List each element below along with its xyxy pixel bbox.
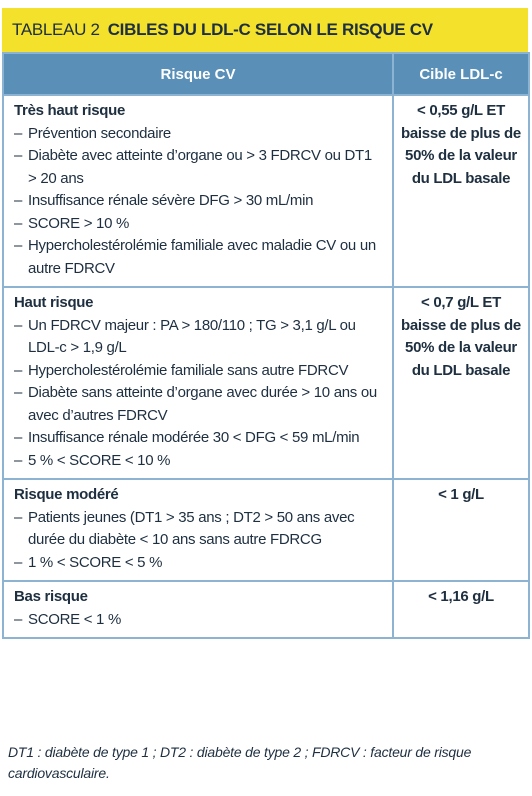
table-title: CIBLES DU LDL-C SELON LE RISQUE CV xyxy=(107,20,433,39)
table-row xyxy=(3,95,529,287)
target-cell: < 1 g/L xyxy=(393,479,529,581)
table-number-label: TABLEAU 2 xyxy=(12,20,100,39)
criteria-item: – 1 % < SCORE < 5 % xyxy=(14,552,384,575)
criteria-item: – Diabète avec atteinte d’organe ou > 3 FDRCV ou DT1 > 20 ans xyxy=(14,145,384,190)
criteria-item: – Diabète sans atteinte d’organe avec durée > 10 ans ou avec d’autres FDRCV xyxy=(14,382,384,427)
criteria-item: – Insuffisance rénale modérée 30 < DFG < 59 mL/min xyxy=(14,427,384,450)
risk-cell xyxy=(3,581,393,638)
criteria-list xyxy=(14,507,384,575)
target-cell: < 0,55 g/L ET baisse de plus de 50% de la valeur du LDL basale xyxy=(393,95,529,287)
risk-level-title: Très haut risque xyxy=(14,102,126,119)
criteria-item: – Prévention secondaire xyxy=(14,123,384,146)
criteria-item: – SCORE < 1 % xyxy=(14,609,384,632)
risk-level-title: Haut risque xyxy=(14,294,94,311)
ldl-target-table xyxy=(2,52,530,639)
target-cell: < 0,7 g/L ET baisse de plus de 50% de la valeur du LDL basale xyxy=(393,287,529,479)
table-row xyxy=(3,479,529,581)
criteria-list xyxy=(14,123,384,281)
table-title-bar xyxy=(2,8,528,52)
table-footnote: DT1 : diabète de type 1 ; DT2 : diabète de type 2 ; FDRCV : facteur de risque cardiovasculaire. xyxy=(8,744,472,781)
column-header-risk: Risque CV xyxy=(3,53,393,95)
table-header-row xyxy=(3,53,529,95)
table-row xyxy=(3,581,529,638)
criteria-item: – SCORE > 10 % xyxy=(14,213,384,236)
criteria-item: – Patients jeunes (DT1 > 35 ans ; DT2 > 50 ans avec durée du diabète < 10 ans sans autre FDRCG xyxy=(14,507,384,552)
criteria-item: – Un FDRCV majeur : PA > 180/110 ; TG > 3,1 g/L ou LDL-c > 1,9 g/L xyxy=(14,315,384,360)
criteria-item: – 5 % < SCORE < 10 % xyxy=(14,450,384,473)
table-row xyxy=(3,287,529,479)
target-cell: < 1,16 g/L xyxy=(393,581,529,638)
risk-cell xyxy=(3,479,393,581)
risk-level-title: Risque modéré xyxy=(14,486,119,503)
column-header-target: Cible LDL-c xyxy=(393,53,529,95)
criteria-item: – Hypercholestérolémie familiale sans autre FDRCV xyxy=(14,360,384,383)
criteria-list xyxy=(14,315,384,473)
risk-level-title: Bas risque xyxy=(14,588,88,605)
criteria-item: – Hypercholestérolémie familiale avec maladie CV ou un autre FDRCV xyxy=(14,235,384,280)
criteria-item: – Insuffisance rénale sévère DFG > 30 mL/min xyxy=(14,190,384,213)
risk-cell xyxy=(3,287,393,479)
risk-cell xyxy=(3,95,393,287)
criteria-list xyxy=(14,609,384,632)
